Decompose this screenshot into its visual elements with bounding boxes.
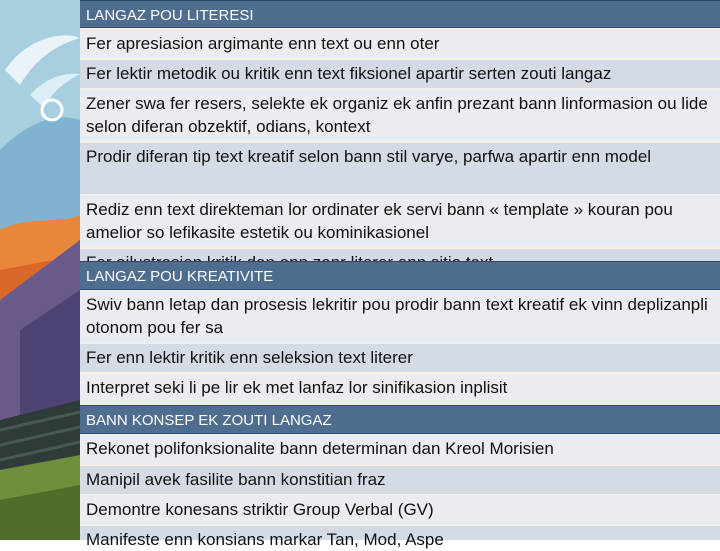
table-row: Fer lektir metodik ou kritik enn text fiksionel apartir serten zouti langaz bbox=[80, 60, 720, 88]
section-header: LANGAZ POU LITERESI bbox=[80, 0, 720, 28]
table-row: Fer enn lektir kritik enn seleksion text literer bbox=[80, 344, 720, 372]
section-header: LANGAZ POU KREATIVITE bbox=[80, 261, 720, 290]
table-row: Rediz enn text direkteman lor ordinater ek servi bann « template » kouran pou amelior so lefikasite estetik ou kominikasionel bbox=[80, 196, 720, 247]
table-row: Manifeste enn konsians markar Tan, Mod, Aspe bbox=[80, 526, 720, 540]
table-row: Demontre konesans striktir Group Verbal (GV) bbox=[80, 496, 720, 524]
table-row: Fer apresiasion argimante enn text ou enn oter bbox=[80, 30, 720, 58]
section-header: BANN KONSEP EK ZOUTI LANGAZ bbox=[80, 405, 720, 434]
table-row: Manipil avek fasilite bann konstitian fraz bbox=[80, 466, 720, 494]
table-row: Swiv bann letap dan prosesis lekritir pou prodir bann text kreatif ek vinn deplizanpli otonom pou fer sa bbox=[80, 291, 720, 342]
table-row: Interpret seki li pe lir ek met lanfaz lor sinifikasion inplisit bbox=[80, 374, 720, 403]
table-row: Zener swa fer resers, selekte ek organiz ek anfin prezant bann linformasion ou lide selon diferan obzektif, odians, kontext bbox=[80, 90, 720, 141]
table-row bbox=[80, 249, 720, 261]
table-row: Prodir diferan tip text kreatif selon bann stil varye, parfwa apartir enn model bbox=[80, 143, 720, 194]
table-row: Rekonet polifonksionalite bann determinan dan Kreol Morisien bbox=[80, 435, 720, 464]
